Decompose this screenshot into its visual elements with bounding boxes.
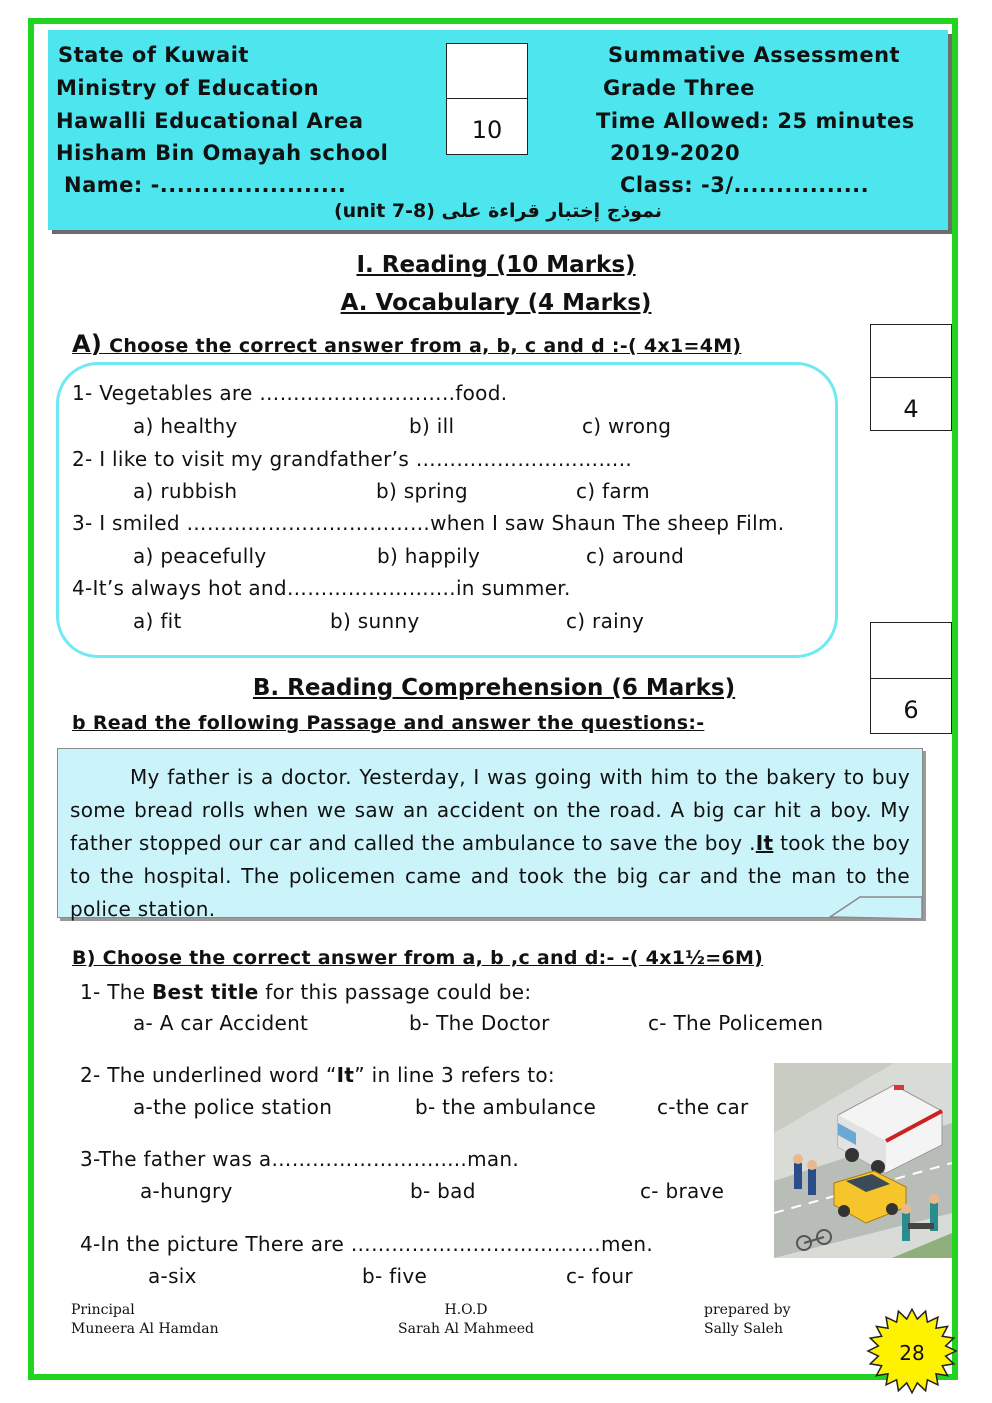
prepared-label: prepared by bbox=[704, 1302, 791, 1318]
vocab-q4-option-b[interactable]: b) sunny bbox=[330, 609, 420, 633]
vocab-question-2: 2- I like to visit my grandfather’s ………………………….. bbox=[72, 447, 633, 471]
comprehension-mark: 6 bbox=[903, 696, 919, 724]
vocab-question-1: 1- Vegetables are ………………………..food. bbox=[72, 381, 508, 405]
class-field[interactable]: Class: -3/................ bbox=[620, 173, 870, 197]
passage-text-2: took the boy to the hospital. The policemen came and took the big car and the man to the police station. bbox=[70, 831, 910, 921]
vocab-q2-option-a[interactable]: a) rubbish bbox=[133, 479, 238, 503]
principal-label: Principal bbox=[71, 1302, 135, 1318]
vocab-score-box bbox=[870, 324, 952, 431]
vocab-q1-option-a[interactable]: a) healthy bbox=[133, 414, 238, 438]
header-ministry: Ministry of Education bbox=[56, 76, 320, 100]
partb-question-1: 1- The Best title for this passage could be: bbox=[80, 980, 532, 1004]
comprehension-title: B. Reading Comprehension (6 Marks) bbox=[252, 675, 736, 701]
vocab-q4-option-c[interactable]: c) rainy bbox=[566, 609, 645, 633]
header-grade: Grade Three bbox=[603, 76, 755, 100]
vocab-q3-option-a[interactable]: a) peacefully bbox=[133, 544, 267, 568]
prepared-name: Sally Saleh bbox=[704, 1321, 783, 1337]
speech-bubble-tail bbox=[826, 893, 926, 927]
hod-label: H.O.D bbox=[444, 1302, 488, 1318]
partb-q3-option-b[interactable]: b- bad bbox=[410, 1179, 476, 1203]
score-divider bbox=[447, 98, 527, 99]
accident-illustration bbox=[774, 1063, 952, 1258]
vocab-q2-option-c[interactable]: c) farm bbox=[576, 479, 650, 503]
reading-passage bbox=[57, 748, 923, 921]
partb-q1-option-a[interactable]: a- A car Accident bbox=[133, 1011, 309, 1035]
vocab-instruction bbox=[72, 330, 741, 358]
partb-q4-option-c[interactable]: c- four bbox=[566, 1264, 633, 1288]
footer-principal bbox=[71, 1301, 219, 1339]
vocab-question-3: 3- I smiled ………………………………when I saw Shaun The sheep Film. bbox=[72, 511, 785, 535]
partb-q2-option-c[interactable]: c-the car bbox=[657, 1095, 749, 1119]
partb-q1-option-c[interactable]: c- The Policemen bbox=[648, 1011, 824, 1035]
partb-q3-option-a[interactable]: a-hungry bbox=[140, 1179, 233, 1203]
section-title: I. Reading (10 Marks) bbox=[356, 252, 636, 278]
page-number: 28 bbox=[899, 1341, 925, 1365]
vocab-mark: 4 bbox=[903, 395, 919, 423]
partb-q2-option-b[interactable]: b- the ambulance bbox=[415, 1095, 597, 1119]
partb-q4-option-a[interactable]: a-six bbox=[148, 1264, 197, 1288]
vocab-q1-option-b[interactable]: b) ill bbox=[409, 414, 455, 438]
header-school: Hisham Bin Omayah school bbox=[56, 141, 389, 165]
total-mark: 10 bbox=[471, 116, 503, 144]
partb-q2-option-a[interactable]: a-the police station bbox=[133, 1095, 333, 1119]
partb-question-4: 4-In the picture There are ……………………………….men. bbox=[80, 1232, 653, 1256]
partb-q3-option-c[interactable]: c- brave bbox=[640, 1179, 725, 1203]
partb-question-3: 3-The father was a…………………….....man. bbox=[80, 1147, 520, 1171]
passage-text-1: My father is a doctor. Yesterday, I was going with him to the bakery to buy some bread rolls when we saw an accident on the road. A big car hit a boy. My father stopped our car and called the ambulance to save the boy . bbox=[70, 765, 910, 855]
vocab-instruction-letter: A) bbox=[72, 330, 103, 358]
vocab-q4-option-a[interactable]: a) fit bbox=[133, 609, 182, 633]
comprehension-instruction: b Read the following Passage and answer the questions:- bbox=[72, 712, 705, 734]
partb-question-2: 2- The underlined word “It” in line 3 refers to: bbox=[80, 1063, 555, 1087]
vocab-q3-option-b[interactable]: b) happily bbox=[377, 544, 481, 568]
arabic-title: نموذج إختبار قراءة على (unit 7-8) bbox=[333, 200, 663, 222]
vocab-title: A. Vocabulary (4 Marks) bbox=[340, 290, 652, 316]
header-assessment: Summative Assessment bbox=[608, 43, 901, 67]
footer-prepared bbox=[704, 1301, 791, 1339]
principal-name: Muneera Al Hamdan bbox=[71, 1321, 219, 1337]
total-score-box bbox=[446, 43, 528, 155]
vocab-instruction-text: Choose the correct answer from a, b, c and d :-( 4x1=4M) bbox=[102, 335, 742, 357]
vocab-q2-option-b[interactable]: b) spring bbox=[376, 479, 468, 503]
partb-q4-option-b[interactable]: b- five bbox=[362, 1264, 428, 1288]
header-country: State of Kuwait bbox=[58, 43, 249, 67]
partb-q1-option-b[interactable]: b- The Doctor bbox=[409, 1011, 550, 1035]
partb-instruction: B) Choose the correct answer from a, b ,c and d:- -( 4x1½=6M) bbox=[72, 947, 764, 969]
header-year: 2019-2020 bbox=[610, 141, 741, 165]
header-area: Hawalli Educational Area bbox=[56, 109, 364, 133]
header-time: Time Allowed: 25 minutes bbox=[596, 109, 915, 133]
vocab-q3-option-c[interactable]: c) around bbox=[586, 544, 685, 568]
vocab-q1-option-c[interactable]: c) wrong bbox=[582, 414, 672, 438]
footer-hod bbox=[398, 1301, 534, 1339]
hod-name: Sarah Al Mahmeed bbox=[398, 1321, 534, 1337]
vocab-question-4: 4-It’s always hot and…………………….in summer. bbox=[72, 576, 571, 600]
score-divider bbox=[871, 377, 951, 378]
page-number-badge bbox=[864, 1305, 959, 1395]
passage-underlined-it: It bbox=[755, 831, 774, 855]
name-field[interactable]: Name: -...................... bbox=[64, 173, 347, 197]
header-panel bbox=[48, 30, 948, 230]
